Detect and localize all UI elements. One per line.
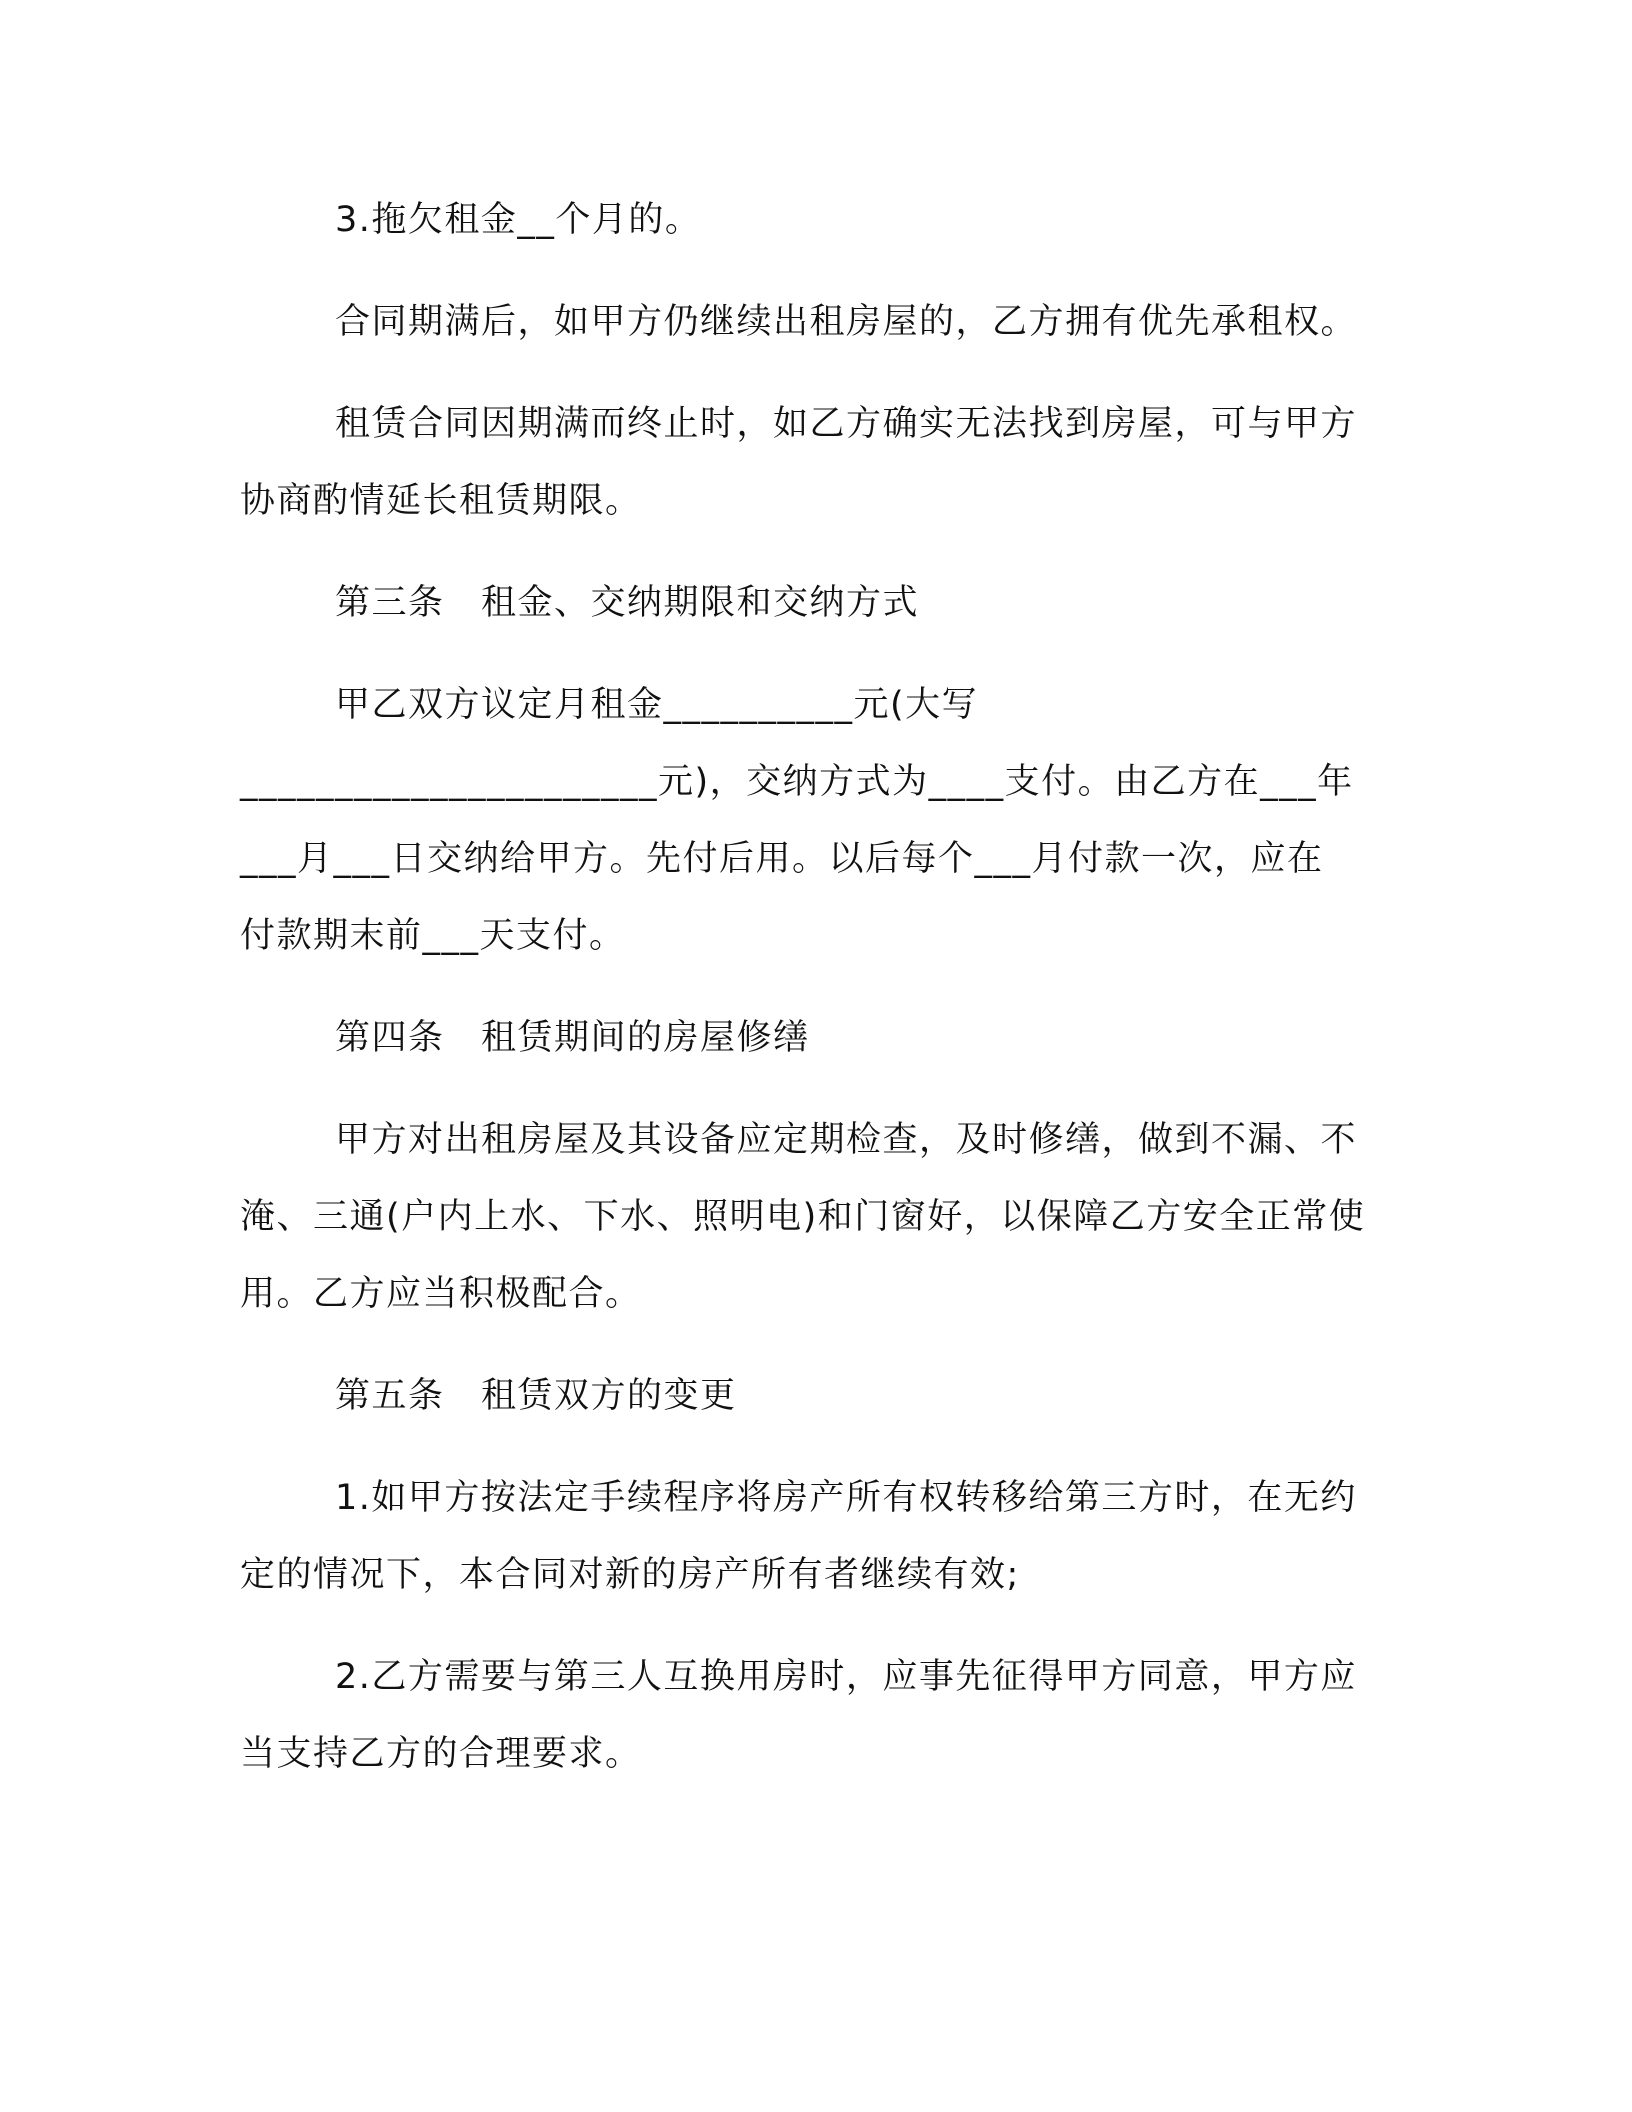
- rent-paragraph-line-2: ______________________元)，交纳方式为____支付。由乙方在___年: [240, 762, 1354, 802]
- rent-paragraph-line-3: ___月___日交纳给甲方。先付后用。以后每个___月付款一次，应在: [240, 839, 1324, 879]
- article-3-heading: 第三条 租金、交纳期限和交纳方式: [335, 583, 920, 623]
- change-item-1-line-1: 1.如甲方按法定手续程序将房产所有权转移给第三方时，在无约: [335, 1478, 1357, 1518]
- change-item-1-line-2: 定的情况下，本合同对新的房产所有者继续有效;: [240, 1555, 1020, 1595]
- clause-item-3: 3.拖欠租金__个月的。: [335, 200, 702, 240]
- rent-paragraph-line-1: 甲乙双方议定月租金__________元(大写: [335, 685, 979, 725]
- paragraph-extension-line-2: 协商酌情延长租赁期限。: [240, 481, 642, 521]
- article-5-heading: 第五条 租赁双方的变更: [335, 1376, 737, 1416]
- article-4-heading: 第四条 租赁期间的房屋修缮: [335, 1018, 810, 1058]
- paragraph-renewal-priority: 合同期满后，如甲方仍继续出租房屋的，乙方拥有优先承租权。: [335, 302, 1358, 342]
- rent-paragraph-line-4: 付款期末前___天支付。: [240, 916, 626, 956]
- paragraph-extension-line-1: 租赁合同因期满而终止时，如乙方确实无法找到房屋，可与甲方: [335, 404, 1358, 444]
- change-item-2-line-1: 2.乙方需要与第三人互换用房时，应事先征得甲方同意，甲方应: [335, 1657, 1357, 1697]
- repair-paragraph-line-3: 用。乙方应当积极配合。: [240, 1274, 642, 1314]
- repair-paragraph-line-1: 甲方对出租房屋及其设备应定期检查，及时修缮，做到不漏、不: [335, 1120, 1358, 1160]
- repair-paragraph-line-2: 淹、三通(户内上水、下水、照明电)和门窗好，以保障乙方安全正常使: [240, 1197, 1366, 1237]
- change-item-2-line-2: 当支持乙方的合理要求。: [240, 1734, 642, 1774]
